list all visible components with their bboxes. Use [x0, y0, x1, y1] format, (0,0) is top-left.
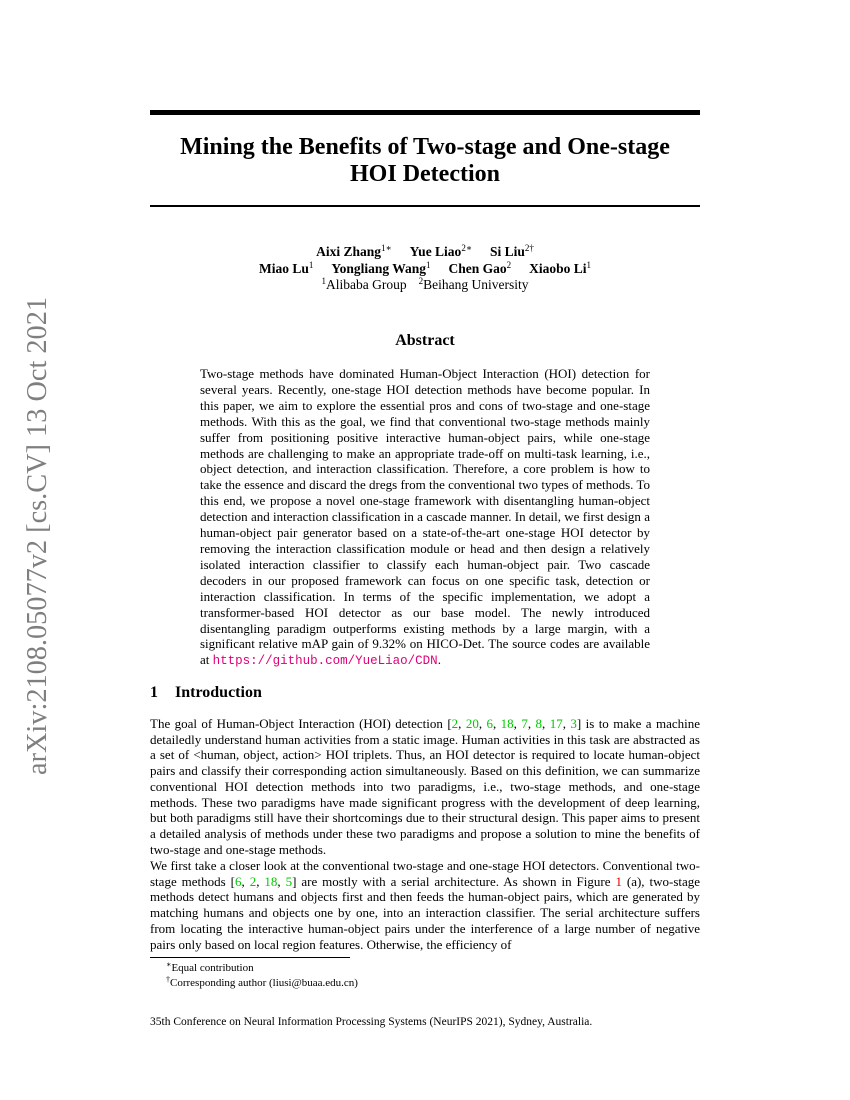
- author-affil: 2∗: [461, 243, 472, 253]
- paragraph-text: The goal of Human-Object Interaction (HOI) detection [: [150, 716, 452, 731]
- title-line-2: HOI Detection: [350, 161, 500, 187]
- authors-row-2: [150, 260, 700, 277]
- arxiv-stamp-text: arXiv:2108.05077v2 [cs.CV] 13 Oct 2021: [21, 285, 53, 775]
- code-link[interactable]: https://github.com/YueLiao/CDN: [212, 654, 438, 669]
- citation-link[interactable]: 8: [535, 716, 543, 731]
- author-name: Yue Liao: [409, 244, 462, 259]
- citation-link[interactable]: 7: [521, 716, 528, 731]
- author-name: Si Liu: [489, 244, 525, 259]
- abstract-heading: Abstract: [395, 332, 455, 349]
- citation-link[interactable]: 2: [249, 873, 257, 889]
- affiliations: [150, 276, 700, 293]
- author-name: Yongliang Wang: [331, 261, 427, 276]
- footnote-mark: ∗: [166, 960, 172, 969]
- author-affil: 1: [586, 260, 592, 270]
- section-title: Introduction: [175, 684, 262, 701]
- paragraph-text: ] is to make a machine detailedly understand human activities from a static image. Human activities in this task are abstracted as a set of <human, object, action> HOI triplets. Thus, an HOI detector is required to locate human-object pairs and classify their corresponding action simultaneously. Based on this definition, we can summarize conventional HOI detection methods into two paradigms, i.e., two-stage methods, and one-stage methods. These two paradigms have made significant progress with the development of deep learning, but both paradigms still have their shortcomings due to their structural design. This paper aims to present a detailed analysis of methods under these two paradigms and propose a solution to mine the benefits of two-stage and one-stage methods.: [150, 716, 701, 857]
- paragraph-text: ] are mostly with a serial architecture. As shown in Figure: [292, 873, 616, 889]
- citation-link[interactable]: 5: [285, 873, 293, 889]
- author-name: Miao Lu: [258, 261, 309, 276]
- title-line-1: Mining the Benefits of Two-stage and One-stage: [180, 134, 670, 160]
- author-name: Chen Gao: [448, 261, 507, 276]
- authors-row-1: [150, 243, 700, 260]
- footnote-rule: [150, 957, 350, 958]
- citation-link[interactable]: 6: [234, 873, 242, 889]
- author-affil: 1: [426, 260, 431, 270]
- abstract-text: Two-stage methods have dominated Human-Object Interaction (HOI) detection for several years. Recently, one-stage HOI detection methods have become popular. In this paper, we aim to explore the essential pros and cons of two-stage and one-stage methods. With this as the goal, we find that conventional two-stage methods mainly suffer from positioning positive interactive human-object pairs, while one-stage methods are challenging to make an appropriate trade-off on multi-task learning, i.e., object detection, and interaction classification. Therefore, a core problem is how to take the essence and discard the dregs from the conventional two types of methods. To this end, we propose a novel one-stage framework with disentangling human-object detection and interaction classification in a cascade manner. In detail, we first design a human-object pair generator based on a state-of-the-art one-stage HOI detector by removing the interaction classification module or head and then design a relatively isolated interaction classifier to classify each human-object pair. Two cascade decoders in our proposed framework can focus on one specific task, detection or interaction classification. In terms of the specific implementation, we adopt a transformer-based HOI detector as our base model. The newly introduced disentangling paradigm outperforms existing methods by a large margin, with a significant relative mAP gain of 9.32% on HICO-Det. The source codes are available at: [200, 366, 650, 668]
- citation-link[interactable]: 6: [486, 716, 493, 731]
- author-name: Xiaobo Li: [529, 261, 587, 276]
- affil-mark: 2: [418, 276, 424, 286]
- author-affil: 1∗: [381, 243, 392, 253]
- author-name: Aixi Zhang: [316, 244, 382, 259]
- arxiv-stamp: [21, 285, 53, 775]
- affil-mark: 1: [321, 276, 327, 286]
- intro-paragraph-1: The goal of Human-Object Interaction (HOI) detection [2, 20, 6, 18, 7, 8, 17, 3] is to make a machine detailedly understand human activities from a static image. Human activities in this task are abstracted as a set of <human, object, action> HOI triplets. Thus, an HOI detector is required to locate human-object pairs and classify their corresponding action simultaneously. Based on this definition, we can summarize conventional HOI detection methods into two paradigms, i.e., two-stage methods, and one-stage methods. These two paradigms have made significant progress with the development of deep learning, but both paradigms still have their shortcomings due to their structural design. This paper aims to present a detailed analysis of methods under these two paradigms and propose a solution to mine the benefits of two-stage and one-stage methods.: [150, 716, 701, 857]
- paragraph-text: (a), two-stage methods detect humans and objects first and then feeds the human-object pairs, which are generated by matching humans and objects one by one, into an interaction classifier. The serial architecture suffers from locating the interactive human-object pairs under the interference of a large number of negative pairs only based on local region features. Otherwise, the efficiency of: [150, 873, 701, 952]
- citation-link[interactable]: 18: [264, 873, 278, 889]
- affil-name: Beihang University: [423, 277, 529, 292]
- section-number: 1: [150, 684, 158, 701]
- footnote-mark: †: [166, 975, 170, 984]
- footnote-1: [166, 961, 254, 975]
- footnote-2: [166, 976, 358, 990]
- citation-link[interactable]: 2: [451, 716, 459, 731]
- paper-title: [150, 134, 700, 188]
- intro-paragraph-2: We first take a closer look at the conventional two-stage and one-stage HOI detectors. Conventional two-stage methods [6, 2, 18, 5] are mostly with a serial architecture. As shown in Figure 1 (a), two-stage methods detect humans and objects first and then feeds the human-object pairs, which are generated by matching humans and objects one by one, into an interaction classifier. The serial architecture suffers from locating the interactive human-object pairs under the interference of a large number of negative pairs only based on local region features. Otherwise, the efficiency of: [150, 858, 701, 952]
- conference-note: 35th Conference on Neural Information Processing Systems (NeurIPS 2021), Sydney, Australia.: [150, 1016, 593, 1028]
- footnote-text: Corresponding author (liusi@buaa.edu.cn): [170, 977, 358, 989]
- citation-link[interactable]: 3: [570, 716, 577, 731]
- affil-name: Alibaba Group: [326, 277, 407, 292]
- author-affil: 2: [506, 260, 512, 270]
- author-affil: 1: [308, 260, 314, 270]
- abstract-body: Two-stage methods have dominated Human-Object Interaction (HOI) detection for several years. Recently, one-stage HOI detection methods have become popular. In this paper, we aim to explore the essential pros and cons of two-stage and one-stage methods. With this as the goal, we find that conventional two-stage methods mainly suffer from positioning positive interactive human-object pairs, while one-stage methods are challenging to make an appropriate trade-off on multi-task learning, i.e., object detection, and interaction classification. Therefore, a core problem is how to take the essence and discard the dregs from the conventional two types of methods. To this end, we propose a novel one-stage framework with disentangling human-object detection and interaction classification in a cascade manner. In detail, we first design a human-object pair generator based on a state-of-the-art one-stage HOI detector by removing the interaction classification module or head and then design a relatively isolated interaction classifier to classify each human-object pair. Two cascade decoders in our proposed framework can focus on one specific task, detection or interaction classification. In terms of the specific implementation, we adopt a transformer-based HOI detector as our base model. The newly introduced disentangling paradigm outperforms existing methods by a large margin, with a significant relative mAP gain of 9.32% on HICO-Det. The source codes are available at https://github.com/YueLiao/CDN.: [200, 366, 650, 669]
- paragraph-text: We first take a closer look at the conventional two-stage and one-stage HOI detectors. Conventional two-stage methods [: [150, 858, 700, 889]
- figure-ref-link[interactable]: 1: [615, 873, 622, 889]
- title-top-rule: [150, 110, 700, 115]
- title-bottom-rule: [150, 205, 700, 207]
- citation-link[interactable]: 20: [465, 716, 479, 731]
- author-affil: 2†: [524, 243, 534, 253]
- section-heading-introduction: [150, 684, 262, 702]
- citation-link[interactable]: 17: [549, 716, 563, 731]
- footnote-text: Equal contribution: [171, 962, 254, 974]
- citation-link[interactable]: 18: [500, 716, 514, 731]
